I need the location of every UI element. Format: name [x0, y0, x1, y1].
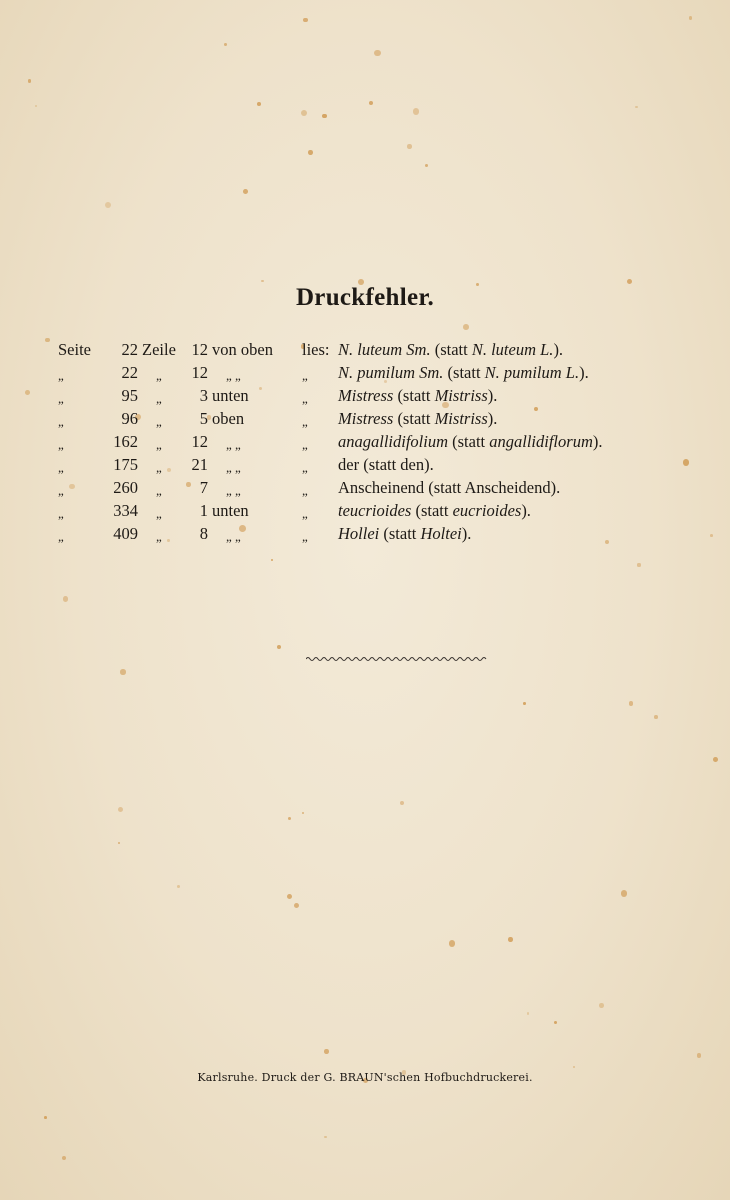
correction-part: der (statt den).	[338, 455, 434, 474]
position-label: von oben	[212, 340, 273, 359]
line-label: „	[156, 368, 162, 383]
foxing-spot	[629, 701, 633, 705]
correction-text	[338, 409, 497, 429]
line-label: „	[156, 483, 162, 498]
correction-text	[338, 455, 434, 475]
position-label: „ „	[226, 460, 241, 475]
read-label: „	[302, 529, 308, 544]
foxing-spot	[261, 280, 263, 282]
foxing-spot	[303, 18, 307, 22]
correction-part: N. luteum L.	[471, 340, 554, 359]
correction-part: ).	[487, 386, 498, 405]
foxing-spot	[322, 114, 327, 119]
line-number: 3	[199, 386, 208, 405]
page-label: „	[58, 391, 64, 406]
line-label: „	[156, 414, 162, 429]
correction-part: ).	[579, 363, 589, 382]
line-label: „	[156, 460, 162, 475]
foxing-spot	[508, 937, 512, 941]
foxing-spot	[271, 559, 273, 561]
read-label: „	[302, 460, 308, 475]
correction-part: Holtei	[420, 524, 462, 543]
foxing-spot	[527, 1012, 530, 1015]
foxing-spot	[62, 1156, 66, 1160]
correction-part: (statt	[430, 340, 472, 359]
page-label: „	[58, 460, 64, 475]
read-label: lies:	[302, 340, 330, 359]
foxing-spot	[621, 890, 628, 897]
foxing-spot	[697, 1053, 701, 1057]
foxing-spot	[573, 1066, 576, 1069]
line-label: „	[156, 506, 162, 521]
errata-row	[56, 340, 716, 363]
position-label: unten	[212, 386, 249, 405]
page-number: 162	[113, 432, 138, 451]
read-label: „	[302, 391, 308, 406]
foxing-spot	[288, 817, 291, 820]
foxing-spot	[35, 105, 38, 108]
correction-part: eucrioides	[452, 501, 522, 520]
foxing-spot	[302, 812, 304, 814]
page-number: 22	[121, 363, 138, 382]
position-label: oben	[212, 409, 245, 428]
correction-part: N. luteum Sm.	[338, 340, 431, 359]
foxing-spot	[224, 43, 227, 46]
correction-text	[338, 386, 497, 406]
errata-row	[56, 409, 716, 432]
correction-part: ).	[487, 409, 498, 428]
correction-part: Mistriss	[434, 386, 488, 405]
page-label: „	[58, 483, 64, 498]
foxing-spot	[407, 144, 411, 148]
read-label: „	[302, 483, 308, 498]
errata-row	[56, 386, 716, 409]
errata-row	[56, 363, 716, 386]
foxing-spot	[177, 885, 180, 888]
foxing-spot	[294, 903, 299, 908]
foxing-spot	[523, 702, 526, 705]
foxing-spot	[25, 390, 30, 395]
correction-part: anagallidifolium	[338, 432, 449, 451]
correction-part: angallidiflorum	[489, 432, 593, 451]
decorative-wavy-rule	[306, 654, 488, 662]
page-label: „	[58, 414, 64, 429]
foxing-spot	[654, 715, 658, 719]
line-number: 8	[199, 524, 208, 543]
foxing-spot	[287, 894, 292, 899]
foxing-spot	[449, 940, 456, 947]
foxing-spot	[118, 842, 120, 844]
line-number: 7	[199, 478, 208, 497]
line-number: 12	[191, 340, 208, 359]
correction-part: Mistress	[338, 386, 394, 405]
page-label: „	[58, 437, 64, 452]
correction-part: teucrioides	[338, 501, 412, 520]
foxing-spot	[413, 108, 419, 114]
page-number: 175	[113, 455, 138, 474]
foxing-spot	[599, 1003, 604, 1008]
foxing-spot	[689, 16, 692, 19]
correction-text	[338, 432, 602, 452]
page-label: „	[58, 506, 64, 521]
line-label: „	[156, 391, 162, 406]
foxing-spot	[63, 596, 68, 601]
line-number: 21	[191, 455, 208, 474]
page-number: 22	[121, 340, 138, 359]
correction-text	[338, 501, 531, 521]
foxing-spot	[120, 669, 125, 674]
foxing-spot	[369, 101, 373, 105]
foxing-spot	[713, 757, 718, 762]
foxing-spot	[637, 563, 640, 566]
correction-text	[338, 524, 471, 544]
foxing-spot	[44, 1116, 47, 1119]
foxing-spot	[463, 324, 469, 330]
foxing-spot	[324, 1136, 327, 1139]
errata-row	[56, 501, 716, 524]
position-label: unten	[212, 501, 249, 520]
printer-imprint: Karlsruhe. Druck der G. BRAUN'schen Hofbuchdruckerei.	[197, 1071, 533, 1084]
correction-part: ).	[521, 501, 531, 520]
position-label: „ „	[226, 529, 241, 544]
page-number: 96	[121, 409, 138, 428]
errata-row	[56, 478, 716, 501]
correction-part: N. pumilum L.	[484, 363, 580, 382]
correction-part: ).	[592, 432, 603, 451]
read-label: „	[302, 437, 308, 452]
page-number: 95	[121, 386, 138, 405]
line-number: 1	[199, 501, 208, 520]
errata-row	[56, 432, 716, 455]
correction-part: (statt	[393, 409, 435, 428]
correction-part: (statt	[379, 524, 421, 543]
correction-part: ).	[461, 524, 472, 543]
errata-row	[56, 455, 716, 478]
page-label: „	[58, 529, 64, 544]
correction-part: (statt	[411, 501, 453, 520]
foxing-spot	[105, 202, 111, 208]
foxing-spot	[324, 1049, 329, 1054]
correction-text	[338, 363, 589, 383]
foxing-spot	[425, 164, 428, 167]
correction-part: Mistress	[338, 409, 394, 428]
correction-text	[338, 340, 563, 360]
foxing-spot	[118, 807, 123, 812]
foxing-spot	[554, 1021, 557, 1024]
errata-row	[56, 524, 716, 547]
page-title: Druckfehler.	[295, 284, 435, 311]
line-label: „	[156, 437, 162, 452]
position-label: „ „	[226, 368, 241, 383]
correction-text	[338, 478, 560, 498]
position-label: „ „	[226, 483, 241, 498]
read-label: „	[302, 368, 308, 383]
foxing-spot	[45, 338, 49, 342]
page-number: 409	[113, 524, 138, 543]
correction-part: N. pumilum Sm.	[338, 363, 444, 382]
foxing-spot	[243, 189, 248, 194]
foxing-spot	[301, 110, 307, 116]
correction-part: (statt	[448, 432, 490, 451]
foxing-spot	[635, 106, 637, 108]
foxing-spot	[400, 801, 404, 805]
correction-part: Hollei	[338, 524, 380, 543]
correction-part: Mistriss	[434, 409, 488, 428]
correction-part: Anscheinend (statt Anscheidend).	[338, 478, 561, 497]
line-number: 12	[191, 432, 208, 451]
correction-part: (statt	[443, 363, 485, 382]
page-number: 260	[113, 478, 138, 497]
page-number: 334	[113, 501, 138, 520]
foxing-spot	[28, 79, 32, 83]
position-label: „ „	[226, 437, 241, 452]
line-label: Zeile	[142, 340, 176, 359]
correction-part: (statt	[393, 386, 435, 405]
read-label: „	[302, 414, 308, 429]
page-label: „	[58, 368, 64, 383]
foxing-spot	[374, 50, 381, 57]
correction-part: ).	[553, 340, 564, 359]
read-label: „	[302, 506, 308, 521]
errata-table	[56, 340, 716, 547]
page-label: Seite	[58, 340, 91, 359]
foxing-spot	[257, 102, 261, 106]
foxing-spot	[277, 645, 281, 649]
foxing-spot	[308, 150, 313, 155]
line-number: 12	[191, 363, 208, 382]
line-label: „	[156, 529, 162, 544]
line-number: 5	[199, 409, 208, 428]
